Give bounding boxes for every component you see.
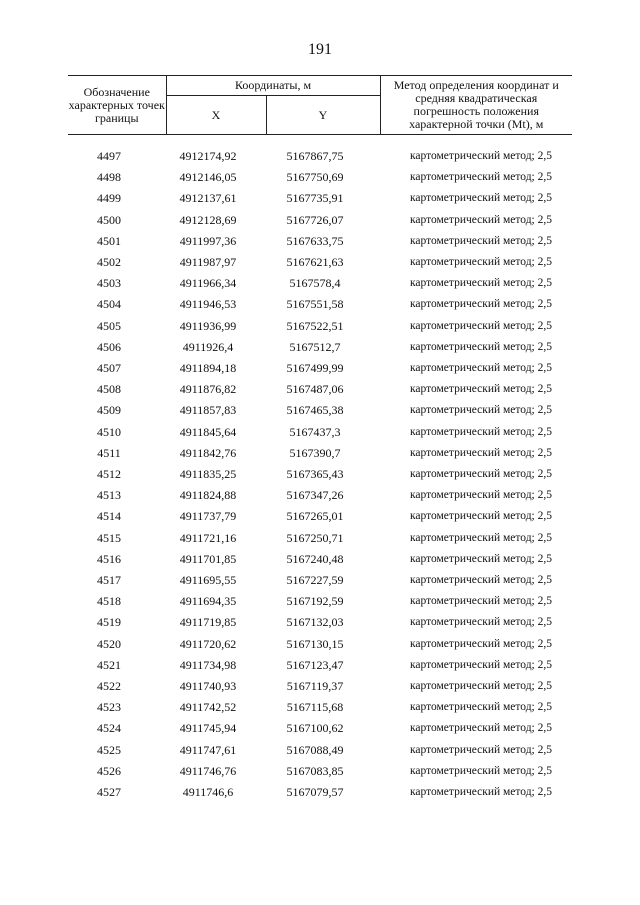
cell-y: 5167079,57: [286, 785, 344, 800]
cell-point: 4498: [97, 170, 121, 185]
table-row: [68, 676, 572, 697]
cell-point: 4497: [97, 149, 121, 163]
cell-x: 4911746,6: [182, 785, 234, 800]
cell-point: 4519: [97, 615, 121, 630]
cell-x: 4911926,4: [182, 339, 234, 354]
cell-point: 4513: [97, 488, 121, 503]
cell-x: 4911894,18: [179, 361, 237, 376]
cell-y: 5167633,75: [286, 233, 344, 248]
cell-y: 5167499,99: [286, 361, 344, 376]
cell-point: 4505: [97, 318, 121, 333]
cell-x: 4911695,55: [179, 573, 237, 588]
cell-x: 4911987,97: [179, 255, 237, 270]
cell-point: 4514: [97, 509, 121, 524]
cell-point: 4515: [97, 530, 121, 545]
cell-point: 4511: [97, 445, 121, 460]
header-x: X: [166, 96, 266, 135]
cell-point: 4527: [97, 785, 121, 800]
cell-y: 5167123,47: [286, 657, 344, 672]
cell-point: 4507: [97, 361, 121, 376]
table-row: [68, 358, 572, 379]
cell-method: картометрический метод; 2,5: [410, 616, 552, 629]
cell-method: картометрический метод; 2,5: [410, 701, 552, 714]
cell-method: картометрический метод; 2,5: [410, 680, 552, 693]
cell-point: 4499: [97, 191, 121, 206]
cell-method: картометрический метод; 2,5: [410, 298, 552, 311]
cell-x: 4911966,34: [179, 276, 237, 291]
cell-method: картометрический метод; 2,5: [410, 552, 552, 565]
coordinates-table: [68, 75, 572, 803]
cell-point: 4508: [97, 382, 121, 397]
cell-x: 4912128,69: [179, 212, 237, 227]
cell-method: картометрический метод; 2,5: [410, 595, 552, 608]
cell-x: 4911857,83: [179, 403, 237, 418]
cell-point: 4501: [97, 233, 121, 248]
cell-y: 5167115,68: [286, 700, 344, 715]
cell-point: 4517: [97, 573, 121, 588]
cell-point: 4512: [97, 467, 121, 482]
cell-x: 4911842,76: [179, 445, 237, 460]
cell-method: картометрический метод; 2,5: [410, 425, 552, 438]
cell-method: картометрический метод; 2,5: [410, 256, 552, 269]
cell-point: 4503: [97, 276, 121, 291]
cell-method: картометрический метод; 2,5: [410, 234, 552, 247]
table-row: [68, 167, 572, 188]
table-row: [68, 528, 572, 549]
table-row: [68, 782, 572, 803]
cell-y: 5167130,15: [286, 636, 344, 651]
cell-x: 4911747,61: [179, 742, 237, 757]
cell-x: 4911737,79: [179, 509, 237, 524]
table-row: [68, 146, 572, 167]
cell-method: картометрический метод; 2,5: [410, 722, 552, 735]
cell-method: картометрический метод; 2,5: [410, 637, 552, 650]
table-row: [68, 231, 572, 252]
cell-point: 4506: [97, 339, 121, 354]
table-row: [68, 422, 572, 443]
cell-x: 4911694,35: [179, 594, 237, 609]
table-row: [68, 549, 572, 570]
cell-y: 5167512,7: [289, 339, 341, 354]
cell-y: 5167240,48: [286, 551, 344, 566]
cell-method: картометрический метод; 2,5: [410, 531, 552, 544]
cell-method: картометрический метод; 2,5: [410, 510, 552, 523]
cell-x: 4911835,25: [179, 467, 237, 482]
cell-point: 4524: [97, 721, 121, 736]
cell-x: 4911824,88: [179, 488, 237, 503]
cell-method: картометрический метод; 2,5: [410, 150, 552, 162]
cell-method: картометрический метод; 2,5: [410, 658, 552, 671]
table-row: [68, 740, 572, 761]
cell-method: картометрический метод; 2,5: [410, 468, 552, 481]
cell-method: картометрический метод; 2,5: [410, 764, 552, 777]
cell-y: 5167735,91: [286, 191, 344, 206]
cell-x: 4911946,53: [179, 297, 237, 312]
cell-x: 4911746,76: [179, 763, 237, 778]
cell-x: 4912146,05: [179, 170, 237, 185]
cell-point: 4518: [97, 594, 121, 609]
cell-method: картометрический метод; 2,5: [410, 446, 552, 459]
cell-point: 4523: [97, 700, 121, 715]
table-row: [68, 273, 572, 294]
cell-point: 4525: [97, 742, 121, 757]
cell-point: 4502: [97, 255, 121, 270]
cell-y: 5167227,59: [286, 573, 344, 588]
table-row: [68, 570, 572, 591]
cell-x: 4911876,82: [179, 382, 237, 397]
cell-y: 5167621,63: [286, 255, 344, 270]
cell-y: 5167487,06: [286, 382, 344, 397]
cell-y: 5167365,43: [286, 467, 344, 482]
cell-y: 5167100,62: [286, 721, 344, 736]
cell-point: 4500: [97, 212, 121, 227]
table-row: [68, 761, 572, 782]
table-row: [68, 506, 572, 527]
cell-y: 5167347,26: [286, 488, 344, 503]
cell-point: 4521: [97, 657, 121, 672]
cell-method: картометрический метод; 2,5: [410, 404, 552, 417]
table-row: [68, 634, 572, 655]
cell-y: 5167192,59: [286, 594, 344, 609]
cell-method: картометрический метод; 2,5: [410, 786, 552, 799]
cell-method: картометрический метод; 2,5: [410, 319, 552, 332]
table-row: [68, 210, 572, 231]
cell-method: картометрический метод; 2,5: [410, 213, 552, 226]
header-point-label: Обозначение характерных точек границы: [68, 76, 166, 135]
table-row: [68, 188, 572, 209]
cell-method: картометрический метод; 2,5: [410, 340, 552, 353]
cell-x: 4911845,64: [179, 424, 237, 439]
cell-method: картометрический метод; 2,5: [410, 383, 552, 396]
cell-x: 4912174,92: [179, 149, 237, 163]
cell-y: 5167390,7: [289, 445, 341, 460]
cell-y: 5167726,07: [286, 212, 344, 227]
table-row: [68, 337, 572, 358]
table-row: [68, 591, 572, 612]
cell-y: 5167465,38: [286, 403, 344, 418]
cell-point: 4516: [97, 551, 121, 566]
cell-y: 5167119,37: [286, 679, 344, 694]
table-row: [68, 379, 572, 400]
cell-y: 5167522,51: [286, 318, 344, 333]
cell-point: 4510: [97, 424, 121, 439]
cell-x: 4911719,85: [179, 615, 237, 630]
cell-x: 4911742,52: [179, 700, 237, 715]
cell-y: 5167083,85: [286, 763, 344, 778]
table-row: [68, 718, 572, 739]
cell-y: 5167088,49: [286, 742, 344, 757]
table-header: [68, 76, 572, 135]
cell-method: картометрический метод; 2,5: [410, 277, 552, 290]
cell-method: картометрический метод; 2,5: [410, 489, 552, 502]
cell-point: 4526: [97, 763, 121, 778]
cell-x: 4911997,36: [179, 233, 237, 248]
cell-y: 5167867,75: [286, 149, 344, 163]
cell-method: картометрический метод; 2,5: [410, 574, 552, 587]
table-row: [68, 252, 572, 273]
table-row: [68, 612, 572, 633]
page-number: 191: [308, 41, 332, 58]
cell-y: 5167265,01: [286, 509, 344, 524]
cell-point: 4509: [97, 403, 121, 418]
cell-method: картометрический метод; 2,5: [410, 192, 552, 205]
cell-x: 4911720,62: [179, 636, 237, 651]
cell-y: 5167551,58: [286, 297, 344, 312]
cell-x: 4911936,99: [179, 318, 237, 333]
cell-y: 5167750,69: [286, 170, 344, 185]
cell-y: 5167132,03: [286, 615, 344, 630]
cell-point: 4504: [97, 297, 121, 312]
table-row: [68, 443, 572, 464]
cell-method: картометрический метод; 2,5: [410, 743, 552, 756]
cell-x: 4911734,98: [179, 657, 237, 672]
cell-y: 5167250,71: [286, 530, 344, 545]
cell-x: 4911740,93: [179, 679, 237, 694]
table-row: [68, 400, 572, 421]
cell-method: картометрический метод; 2,5: [410, 171, 552, 184]
cell-y: 5167578,4: [289, 276, 341, 291]
cell-x: 4911721,16: [179, 530, 237, 545]
cell-x: 4911745,94: [179, 721, 237, 736]
table-body: [68, 135, 572, 804]
table-row: [68, 485, 572, 506]
table-row: [68, 697, 572, 718]
header-method: Метод определения координат и средняя квадратическая погрешность положения характерной точки (Mt), м: [380, 76, 572, 135]
header-coordinates: Координаты, м: [166, 76, 380, 96]
cell-y: 5167437,3: [289, 424, 341, 439]
cell-method: картометрический метод; 2,5: [410, 362, 552, 375]
cell-x: 4911701,85: [179, 551, 237, 566]
table-row: [68, 464, 572, 485]
header-y: Y: [266, 96, 380, 135]
table-row: [68, 655, 572, 676]
cell-x: 4912137,61: [179, 191, 237, 206]
table-row: [68, 316, 572, 337]
table-row: [68, 294, 572, 315]
cell-point: 4522: [97, 679, 121, 694]
cell-point: 4520: [97, 636, 121, 651]
